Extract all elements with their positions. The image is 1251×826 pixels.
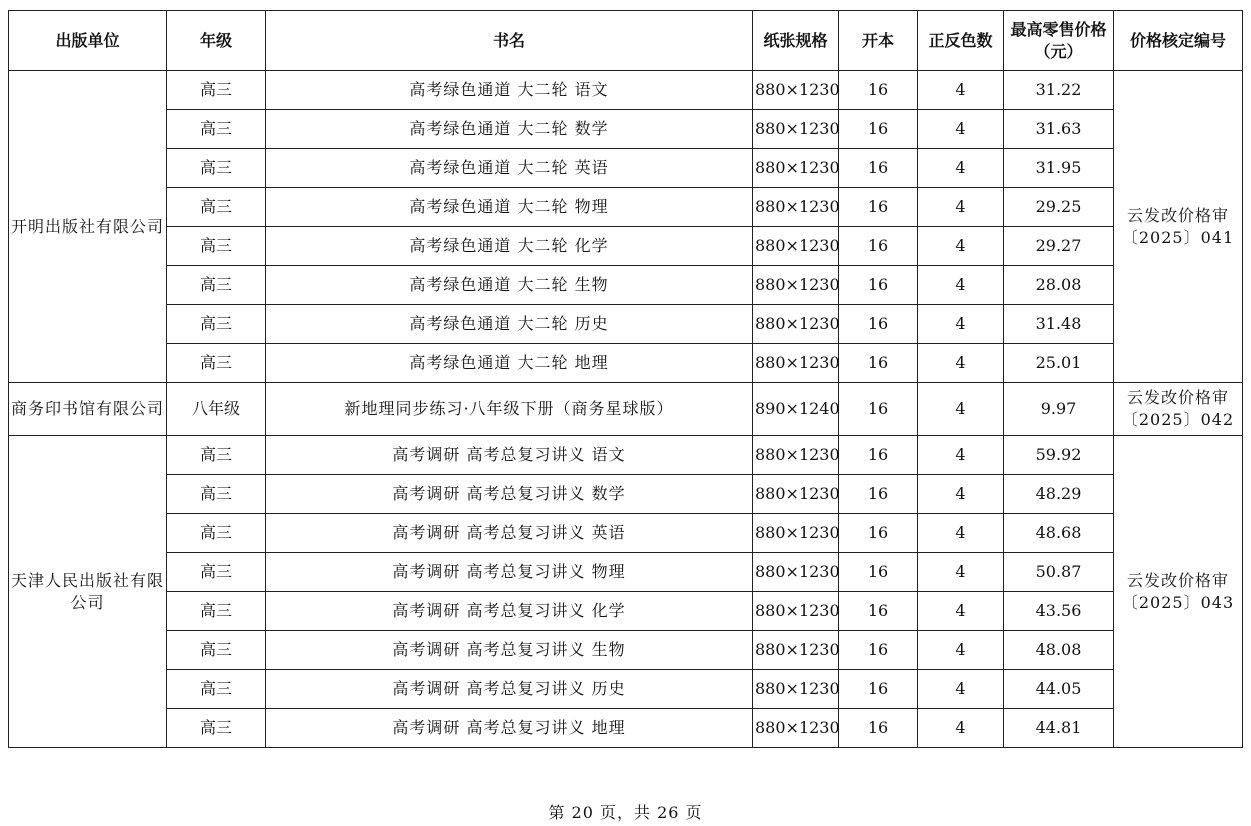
- colors-cell: 4: [918, 631, 1004, 670]
- table-row: [9, 305, 1243, 344]
- format-cell: 16: [839, 71, 918, 110]
- colors-cell: 4: [918, 110, 1004, 149]
- format-cell: 16: [839, 631, 918, 670]
- format-cell: 16: [839, 383, 918, 436]
- paper-cell: 880×1230: [753, 592, 839, 631]
- header-format: 开本: [839, 11, 918, 71]
- grade-cell: 高三: [167, 71, 266, 110]
- title-cell: 高考绿色通道 大二轮 生物: [266, 266, 753, 305]
- format-cell: 16: [839, 305, 918, 344]
- grade-cell: 高三: [167, 436, 266, 475]
- table-row: [9, 514, 1243, 553]
- title-cell: 高考调研 高考总复习讲义 化学: [266, 592, 753, 631]
- title-cell: 高考调研 高考总复习讲义 生物: [266, 631, 753, 670]
- title-cell: 高考调研 高考总复习讲义 地理: [266, 709, 753, 748]
- price-cell: 31.63: [1004, 110, 1114, 149]
- colors-cell: 4: [918, 188, 1004, 227]
- table-row: [9, 592, 1243, 631]
- format-cell: 16: [839, 475, 918, 514]
- table-row: [9, 709, 1243, 748]
- price-table: [8, 10, 1243, 748]
- header-price: 最高零售价格（元）: [1004, 11, 1114, 71]
- title-cell: 高考绿色通道 大二轮 地理: [266, 344, 753, 383]
- grade-cell: 高三: [167, 709, 266, 748]
- grade-cell: 高三: [167, 344, 266, 383]
- table-row: [9, 631, 1243, 670]
- price-cell: 31.48: [1004, 305, 1114, 344]
- approval-cell: 云发改价格审〔2025〕042: [1114, 383, 1243, 436]
- table-row: [9, 227, 1243, 266]
- publisher-cell: 天津人民出版社有限公司: [9, 436, 167, 748]
- grade-cell: 高三: [167, 514, 266, 553]
- price-cell: 9.97: [1004, 383, 1114, 436]
- header-paper: 纸张规格: [753, 11, 839, 71]
- price-cell: 29.27: [1004, 227, 1114, 266]
- price-cell: 43.56: [1004, 592, 1114, 631]
- colors-cell: 4: [918, 592, 1004, 631]
- table-row: [9, 110, 1243, 149]
- grade-cell: 高三: [167, 631, 266, 670]
- title-cell: 高考绿色通道 大二轮 英语: [266, 149, 753, 188]
- paper-cell: 880×1230: [753, 227, 839, 266]
- paper-cell: 880×1230: [753, 475, 839, 514]
- table-row: [9, 188, 1243, 227]
- paper-cell: 880×1230: [753, 266, 839, 305]
- colors-cell: 4: [918, 383, 1004, 436]
- format-cell: 16: [839, 227, 918, 266]
- colors-cell: 4: [918, 436, 1004, 475]
- title-cell: 高考绿色通道 大二轮 历史: [266, 305, 753, 344]
- format-cell: 16: [839, 266, 918, 305]
- title-cell: 高考调研 高考总复习讲义 物理: [266, 553, 753, 592]
- table-body: [9, 71, 1243, 748]
- price-cell: 31.22: [1004, 71, 1114, 110]
- grade-cell: 高三: [167, 553, 266, 592]
- title-cell: 高考绿色通道 大二轮 化学: [266, 227, 753, 266]
- price-cell: 50.87: [1004, 553, 1114, 592]
- colors-cell: 4: [918, 305, 1004, 344]
- grade-cell: 高三: [167, 227, 266, 266]
- format-cell: 16: [839, 110, 918, 149]
- format-cell: 16: [839, 553, 918, 592]
- grade-cell: 高三: [167, 305, 266, 344]
- header-row: [9, 11, 1243, 71]
- title-cell: 高考调研 高考总复习讲义 语文: [266, 436, 753, 475]
- format-cell: 16: [839, 709, 918, 748]
- paper-cell: 880×1230: [753, 670, 839, 709]
- title-cell: 高考绿色通道 大二轮 数学: [266, 110, 753, 149]
- grade-cell: 高三: [167, 592, 266, 631]
- price-cell: 48.08: [1004, 631, 1114, 670]
- colors-cell: 4: [918, 266, 1004, 305]
- header-publisher: 出版单位: [9, 11, 167, 71]
- colors-cell: 4: [918, 514, 1004, 553]
- table-row: [9, 149, 1243, 188]
- approval-cell: 云发改价格审〔2025〕041: [1114, 71, 1243, 383]
- title-cell: 高考绿色通道 大二轮 语文: [266, 71, 753, 110]
- paper-cell: 880×1230: [753, 305, 839, 344]
- header-title: 书名: [266, 11, 753, 71]
- price-cell: 44.05: [1004, 670, 1114, 709]
- grade-cell: 高三: [167, 149, 266, 188]
- paper-cell: 880×1230: [753, 71, 839, 110]
- price-cell: 25.01: [1004, 344, 1114, 383]
- title-cell: 高考调研 高考总复习讲义 数学: [266, 475, 753, 514]
- colors-cell: 4: [918, 71, 1004, 110]
- colors-cell: 4: [918, 553, 1004, 592]
- paper-cell: 890×1240: [753, 383, 839, 436]
- price-cell: 29.25: [1004, 188, 1114, 227]
- header-approval: 价格核定编号: [1114, 11, 1243, 71]
- price-cell: 31.95: [1004, 149, 1114, 188]
- table-row: [9, 475, 1243, 514]
- paper-cell: 880×1230: [753, 110, 839, 149]
- colors-cell: 4: [918, 670, 1004, 709]
- paper-cell: 880×1230: [753, 709, 839, 748]
- colors-cell: 4: [918, 149, 1004, 188]
- table-row: [9, 436, 1243, 475]
- colors-cell: 4: [918, 709, 1004, 748]
- paper-cell: 880×1230: [753, 514, 839, 553]
- format-cell: 16: [839, 344, 918, 383]
- title-cell: 高考调研 高考总复习讲义 英语: [266, 514, 753, 553]
- approval-cell: 云发改价格审〔2025〕043: [1114, 436, 1243, 748]
- table-row: [9, 383, 1243, 436]
- table-row: [9, 670, 1243, 709]
- format-cell: 16: [839, 514, 918, 553]
- page-footer: 第 20 页，共 26 页: [548, 803, 703, 822]
- grade-cell: 高三: [167, 188, 266, 227]
- paper-cell: 880×1230: [753, 149, 839, 188]
- grade-cell: 高三: [167, 266, 266, 305]
- title-cell: 新地理同步练习·八年级下册（商务星球版）: [266, 383, 753, 436]
- price-cell: 28.08: [1004, 266, 1114, 305]
- format-cell: 16: [839, 188, 918, 227]
- publisher-cell: 开明出版社有限公司: [9, 71, 167, 383]
- title-cell: 高考绿色通道 大二轮 物理: [266, 188, 753, 227]
- table-row: [9, 266, 1243, 305]
- format-cell: 16: [839, 670, 918, 709]
- publisher-cell: 商务印书馆有限公司: [9, 383, 167, 436]
- paper-cell: 880×1230: [753, 344, 839, 383]
- header-grade: 年级: [167, 11, 266, 71]
- paper-cell: 880×1230: [753, 188, 839, 227]
- format-cell: 16: [839, 436, 918, 475]
- paper-cell: 880×1230: [753, 553, 839, 592]
- paper-cell: 880×1230: [753, 436, 839, 475]
- price-cell: 48.29: [1004, 475, 1114, 514]
- grade-cell: 高三: [167, 475, 266, 514]
- grade-cell: 八年级: [167, 383, 266, 436]
- colors-cell: 4: [918, 344, 1004, 383]
- grade-cell: 高三: [167, 110, 266, 149]
- table-row: [9, 553, 1243, 592]
- title-cell: 高考调研 高考总复习讲义 历史: [266, 670, 753, 709]
- header-colors: 正反色数: [918, 11, 1004, 71]
- format-cell: 16: [839, 592, 918, 631]
- table-row: [9, 344, 1243, 383]
- paper-cell: 880×1230: [753, 631, 839, 670]
- price-cell: 44.81: [1004, 709, 1114, 748]
- grade-cell: 高三: [167, 670, 266, 709]
- table-row: [9, 71, 1243, 110]
- colors-cell: 4: [918, 475, 1004, 514]
- price-cell: 48.68: [1004, 514, 1114, 553]
- colors-cell: 4: [918, 227, 1004, 266]
- price-cell: 59.92: [1004, 436, 1114, 475]
- format-cell: 16: [839, 149, 918, 188]
